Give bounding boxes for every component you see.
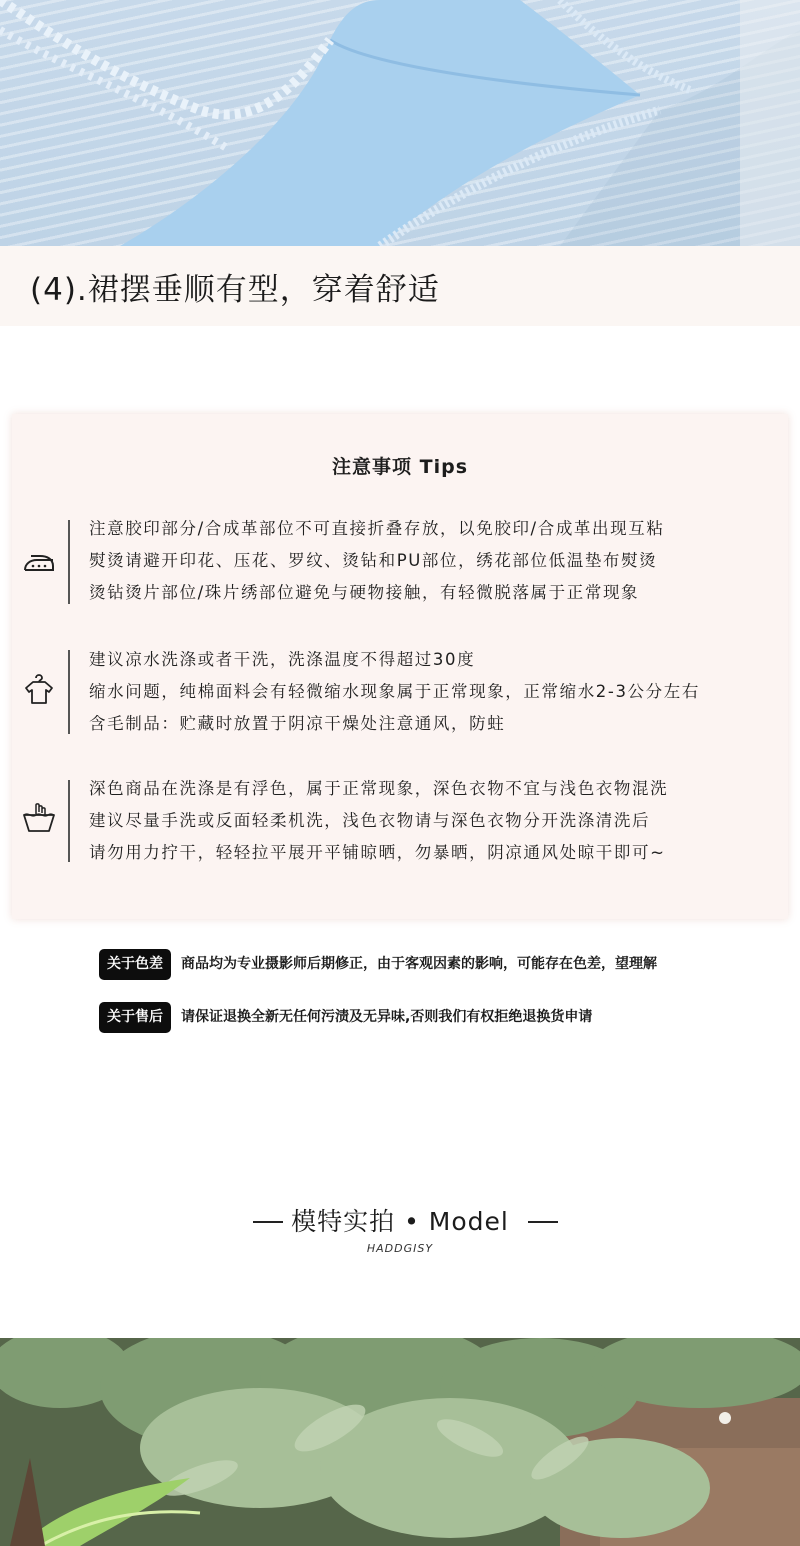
tips-title: 注意事项 Tips xyxy=(332,456,468,478)
after-sales-note: 请保证退换全新无任何污渍及无异味,否则我们有权拒绝退换货申请 xyxy=(181,1009,593,1025)
tip-divider xyxy=(68,650,70,734)
after-sales-badge: 关于售后 xyxy=(99,1002,171,1033)
tip-text: 建议凉水洗涤或者干洗，洗涤温度不得超过30度 xyxy=(89,650,476,669)
tip-divider xyxy=(68,520,70,604)
hanging-shirt-icon xyxy=(20,672,58,706)
hand-wash-icon xyxy=(20,801,58,835)
tip-text: 熨烫请避开印花、压花、罗纹、烫钻和PU部位，绣花部位低温垫布熨烫 xyxy=(89,551,658,570)
garden-foliage-illustration xyxy=(0,1338,800,1546)
tip-text: 深色商品在洗涤是有浮色，属于正常现象，深色衣物不宜与浅色衣物混洗 xyxy=(89,779,669,798)
tip-text: 请勿用力拧干，轻轻拉平展开平铺晾晒，勿暴晒，阴凉通风处晾干即可~ xyxy=(89,843,666,862)
brand-subtitle: HADDGISY xyxy=(366,1242,434,1255)
tip-text: 含毛制品：贮藏时放置于阴凉干燥处注意通风，防蛀 xyxy=(89,714,506,733)
tip-text: 建议尽量手洗或反面轻柔机洗，浅色衣物请与深色衣物分开洗涤清洗后 xyxy=(89,811,651,830)
iron-icon xyxy=(20,545,58,579)
color-difference-note: 商品均为专业摄影师后期修正，由于客观因素的影响，可能存在色差，望理解 xyxy=(181,956,657,972)
tip-divider xyxy=(68,780,70,862)
color-difference-badge: 关于色差 xyxy=(99,949,171,980)
tip-text: 缩水问题，纯棉面料会有轻微缩水现象属于正常现象，正常缩水2-3公分左右 xyxy=(89,682,700,701)
model-photo xyxy=(0,1338,800,1546)
feature-caption: (4).裙摆垂顺有型，穿着舒适 xyxy=(30,272,440,308)
tip-text: 注意胶印部分/合成革部位不可直接折叠存放，以免胶印/合成革出现互粘 xyxy=(89,519,665,538)
fabric-detail-photo xyxy=(0,0,800,246)
heading-dash-right xyxy=(528,1221,558,1223)
fabric-detail-illustration xyxy=(0,0,800,246)
section-title: 模特实拍 • Model xyxy=(291,1207,509,1236)
tip-text: 烫钻烫片部位/珠片绣部位避免与硬物接触，有轻微脱落属于正常现象 xyxy=(89,583,640,602)
